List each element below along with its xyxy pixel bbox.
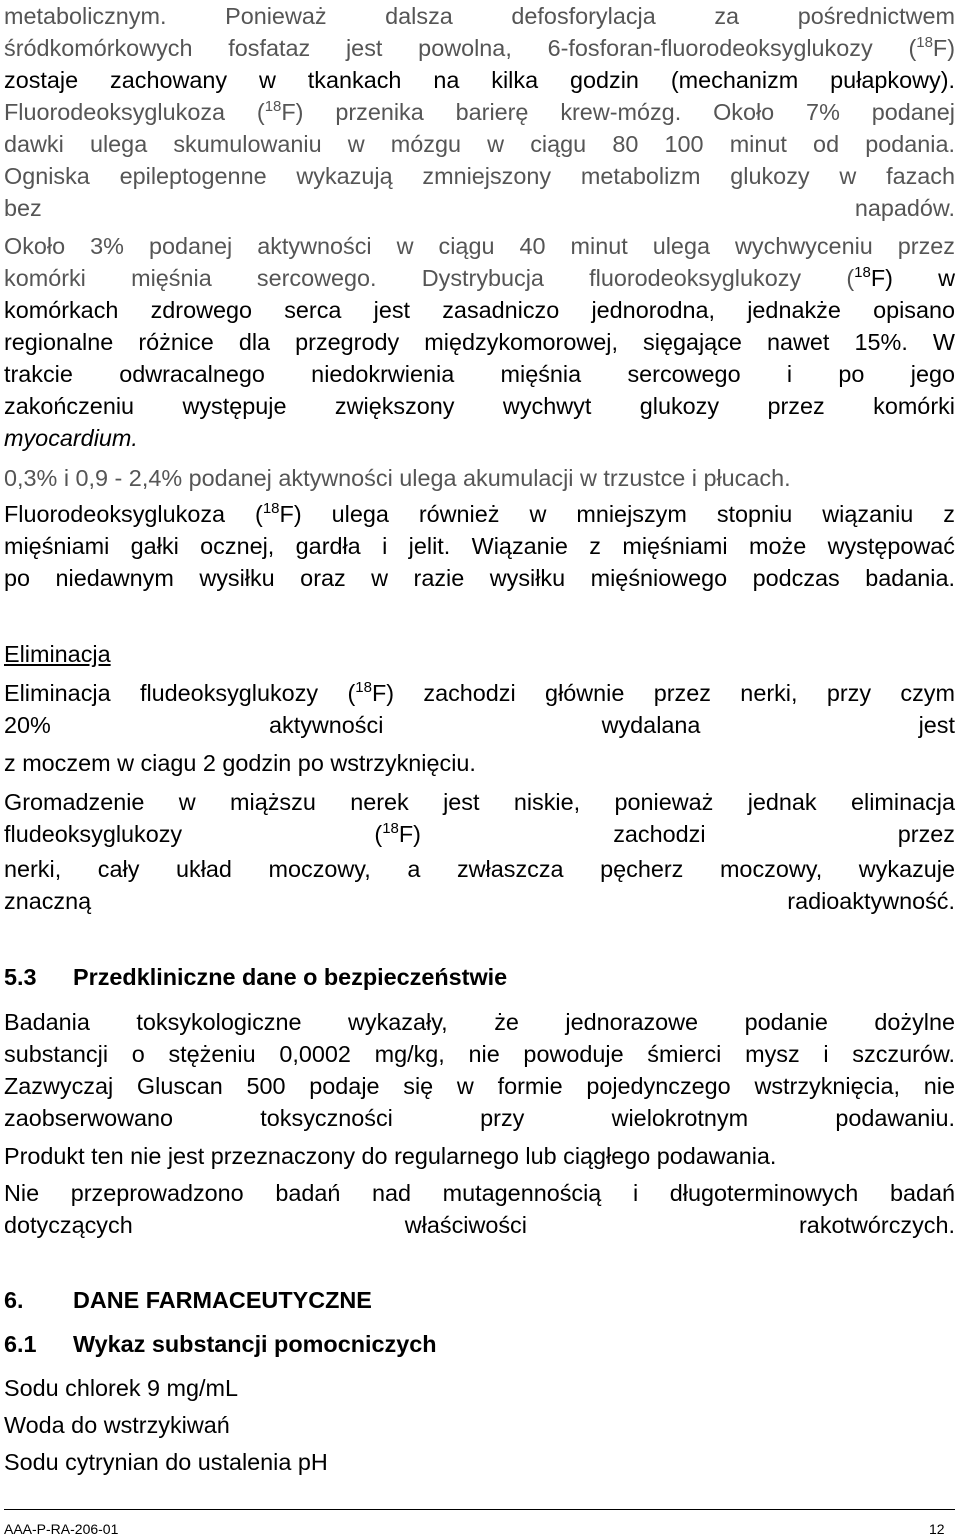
text-line: Ogniska epileptogenne wykazują zmniejszony metabolizm glukozy w fazach [4,163,955,189]
text-line: po niedawnym wysiłku oraz w razie wysiłku mięśniowego podczas badania. [4,565,955,591]
footer-divider [4,1509,955,1510]
text-line: Badania toksykologiczne wykazały, że jednorazowe podanie dożylne [4,1009,955,1035]
paragraph-toxicology [4,1006,955,1134]
text-line: Nie przeprowadzono badań nad mutagennością i długoterminowych badań [4,1180,955,1206]
text-line: Zazwyczaj Gluscan 500 podaje się w formie pojedynczego wstrzyknięcia, nie [4,1073,955,1099]
text-line: mięśniami gałki ocznej, gardła i jelit. Wiązanie z mięśniami może występować [4,533,955,559]
text-line: Fluorodeoksyglukoza ($^{18}$F) przenika barierę krew-mózg. Około 7% podanej [4,98,955,125]
text-line: myocardium. [4,425,138,451]
heading-text [4,1328,955,1360]
paragraph-elimination-1 [4,677,955,741]
text-line: zostaje zachowany w tkankach na kilka godzin (mechanizm pułapkowy). [4,67,955,93]
section-heading-5-3 [4,961,955,993]
section-heading-6 [4,1284,955,1316]
heading-text: Eliminacja [4,641,111,667]
section-title: Przedkliniczne dane o bezpieczeństwie [73,964,508,990]
footer-page-number: 12 [929,1521,945,1537]
text-line: Produkt ten nie jest przeznaczony do regularnego lub ciągłego podawania. [4,1143,777,1169]
text-line: Około 3% podanej aktywności w ciągu 40 minut ulega wychwyceniu przez [4,233,955,259]
paragraph-muscles [4,498,955,594]
text-line: śródkomórkowych fosfataz jest powolna, 6-fosforan-fluorodeoksyglukozy ($^{18}$F) [4,34,955,61]
excipient-1 [4,1372,955,1404]
paragraph-heart [4,230,955,454]
section-number: 6. [4,1287,24,1313]
text-line: zakończeniu występuje zwiększony wychwyt glukozy przez komórki [4,393,955,419]
paragraph-pancreas [4,462,955,494]
paragraph-elimination-2 [4,747,955,779]
text-line: substancji o stężeniu 0,0002 mg/kg, nie powoduje śmierci mysz i szczurów. [4,1041,955,1067]
paragraph-not-for-regular-use [4,1140,955,1172]
section-title: DANE FARMACEUTYCZNE [73,1287,372,1313]
paragraph-trapping [4,0,955,96]
section-title: Wykaz substancji pomocniczych [73,1331,437,1357]
text-line: trakcie odwracalnego niedokrwienia mięśnia sercowego i po jego [4,361,955,387]
section-heading-6-1 [4,1328,955,1360]
text-line: komórkach zdrowego serca jest zasadniczo jednorodna, jednakże opisano [4,297,955,323]
text-line: Sodu cytrynian do ustalenia pH [4,1449,328,1475]
heading-text [4,1284,955,1316]
section-number: 5.3 [4,964,37,990]
text-line: metabolicznym. Ponieważ dalsza defosforylacja za pośrednictwem [4,3,955,29]
paragraph-mutagenicity [4,1177,955,1241]
text-line: Sodu chlorek 9 mg/mL [4,1375,239,1401]
paragraph-elimination-3 [4,786,955,850]
text-line: dotyczących właściwości rakotwórczych. [4,1212,955,1238]
text-line: Eliminacja fludeoksyglukozy ($^{18}$F) zachodzi głównie przez nerki, przy czym [4,679,955,706]
text-line: Fluorodeoksyglukoza ($^{18}$F) ulega również w mniejszym stopniu wiązaniu z [4,500,955,527]
section-number: 6.1 [4,1331,37,1357]
text-line: regionalne różnice dla przegrody międzykomorowej, sięgające nawet 15%. W [4,329,955,355]
text-line: z moczem w ciagu 2 godzin po wstrzyknięciu. [4,750,476,776]
text-line: dawki ulega skumulowaniu w mózgu w ciągu 80 100 minut od podania. [4,131,955,157]
text-line: znaczną radioaktywność. [4,888,955,914]
excipient-3 [4,1446,955,1478]
text-line: zaobserwowano toksyczności przy wielokrotnym podawaniu. [4,1105,955,1131]
heading-text [4,961,955,993]
text-line: komórki mięśnia sercowego. Dystrybucja fluorodeoksyglukozy ($^{18}$F) w [4,264,956,291]
text-line: Woda do wstrzykiwań [4,1412,230,1438]
paragraph-brain [4,96,955,224]
footer-document-code: AAA-P-RA-206-01 [4,1521,119,1537]
text-line: Gromadzenie w miąższu nerek jest niskie, ponieważ jednak eliminacja [4,789,955,815]
text-line: fludeoksyglukozy ($^{18}$F) zachodzi przez [4,820,955,847]
text-line: 0,3% i 0,9 - 2,4% podanej aktywności ulega akumulacji w trzustce i płucach. [4,465,791,491]
section-heading-elimination [4,638,955,670]
text-line: bez napadów. [4,195,955,221]
text-line: nerki, cały układ moczowy, a zwłaszcza pęcherz moczowy, wykazuje [4,856,955,882]
paragraph-elimination-4 [4,853,955,917]
excipient-2 [4,1409,955,1441]
text-line: 20% aktywności wydalana jest [4,712,955,738]
